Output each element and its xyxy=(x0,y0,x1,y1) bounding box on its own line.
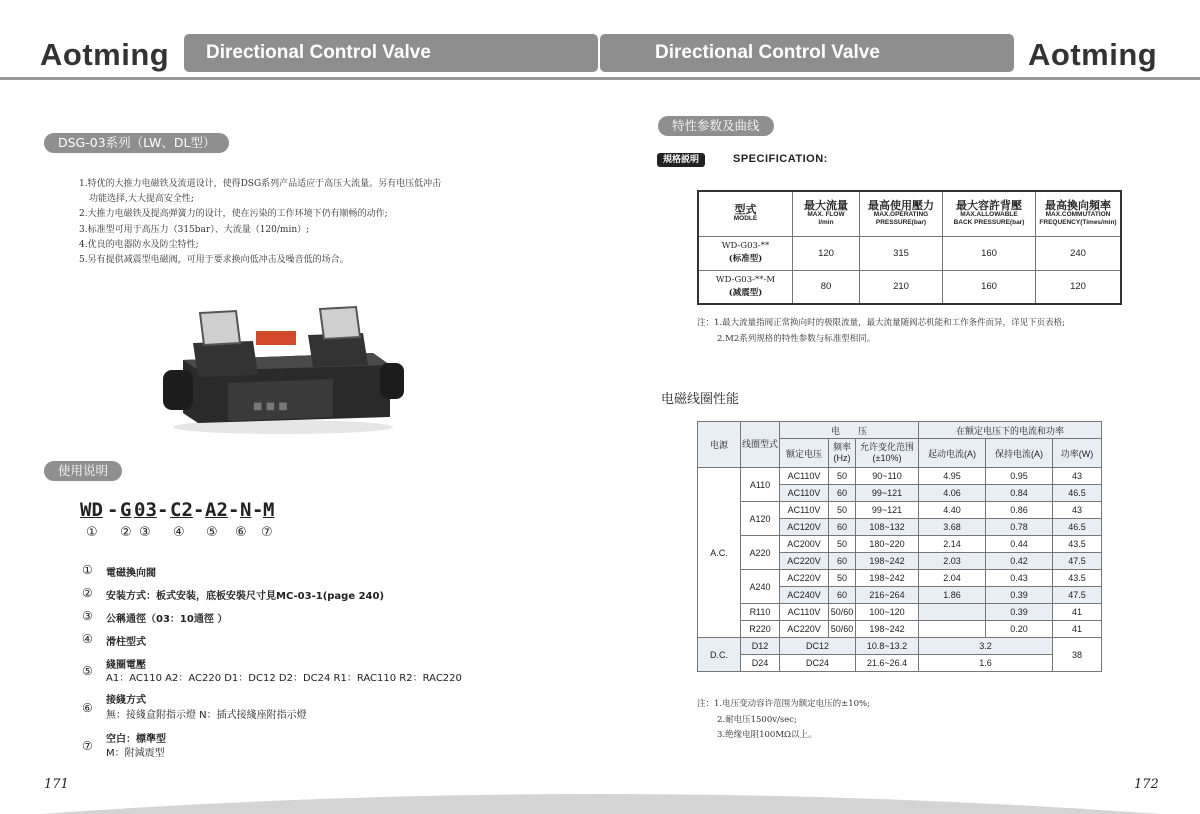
coil-cell: 0.78 xyxy=(986,519,1053,536)
spec-row xyxy=(698,236,1121,270)
coil-cell: 99~121 xyxy=(856,502,919,519)
coil-cell: 0.95 xyxy=(986,468,1053,485)
coil-cell: 4.95 xyxy=(919,468,986,485)
coil-cell: 0.44 xyxy=(986,536,1053,553)
model-part: A2 xyxy=(205,499,228,521)
model-number: ⑥ xyxy=(235,525,247,540)
coil-cell: 3.2 xyxy=(919,638,1053,655)
coil-cell: 43.5 xyxy=(1053,536,1102,553)
spec-badge: 規格説明 xyxy=(657,153,705,167)
coil-cell: 3.68 xyxy=(919,519,986,536)
description-number: ② xyxy=(82,586,93,600)
feature-item: 3.标准型可用于高压力（315bar）、大流量（120/min）; xyxy=(79,224,310,235)
coil-cell: 50/60 xyxy=(829,604,856,621)
spec-cell: 160 xyxy=(943,270,1036,304)
coil-row xyxy=(698,468,1102,485)
coil-cell: 41 xyxy=(1053,604,1102,621)
spec-note: 2.M2系列规格的特性参数与标准型相同。 xyxy=(717,333,876,344)
dc-label-cell: D.C. xyxy=(698,638,741,672)
coil-type-cell: R110 xyxy=(741,604,780,621)
description-number: ④ xyxy=(82,632,93,646)
description-number: ⑤ xyxy=(82,664,93,678)
model-part: M xyxy=(263,499,275,521)
coil-type-cell: R220 xyxy=(741,621,780,638)
coil-cell: 60 xyxy=(829,519,856,536)
brand-logo-left: Aotming xyxy=(40,37,170,72)
coil-header-cell: 额定电压 xyxy=(780,439,829,468)
coil-cell: 99~121 xyxy=(856,485,919,502)
coil-row xyxy=(698,502,1102,519)
description-detail: 無：接綫盒附指示燈 N：插式接綫座附指示燈 xyxy=(106,710,307,721)
model-number: ⑦ xyxy=(261,525,273,540)
description-number: ⑦ xyxy=(82,739,93,753)
coil-header-cell: 允许变化范围(±10%) xyxy=(856,439,919,468)
spec-note: 注：1.最大流量指阀正常换向时的极限流量，最大流量随阀芯机能和工作条件而异，详见下页表格; xyxy=(697,318,1065,328)
spec-cell: 120 xyxy=(793,236,860,270)
model-part: - xyxy=(107,499,119,521)
spec-header-cell: 最大容許背壓 MAX.ALLOWABLE BACK PRESSURE(bar) xyxy=(943,191,1036,236)
model-part: - xyxy=(193,499,205,521)
coil-cell: 21.6~26.4 xyxy=(856,655,919,672)
coil-cell: 2.14 xyxy=(919,536,986,553)
page-number-left: 171 xyxy=(44,777,69,792)
coil-type-cell: D24 xyxy=(741,655,780,672)
coil-type-cell: A220 xyxy=(741,536,780,570)
description-title: 公稱通徑（03：10通徑 ） xyxy=(106,614,228,625)
coil-cell: 47.5 xyxy=(1053,553,1102,570)
feature-item: 1.特优的大推力电磁铁及流道设计，使得DSG系列产品适应于高压大流量。另有电压低冲击 xyxy=(79,179,442,189)
coil-cell: AC240V xyxy=(780,587,829,604)
coil-cell: 216~264 xyxy=(856,587,919,604)
coil-cell: 50 xyxy=(829,502,856,519)
coil-type-cell: D12 xyxy=(741,638,780,655)
coil-cell: 2.04 xyxy=(919,570,986,587)
coil-type-cell: A240 xyxy=(741,570,780,604)
coil-row xyxy=(698,570,1102,587)
model-number: ① xyxy=(86,525,98,540)
description-number: ③ xyxy=(82,609,93,623)
coil-cell: 41 xyxy=(1053,621,1102,638)
spec-table xyxy=(697,190,1122,305)
spec-model-cell: WD-G03-**-M (减震型) xyxy=(698,270,793,304)
model-part: - xyxy=(157,499,169,521)
coil-row xyxy=(698,604,1102,621)
spec-cell: 315 xyxy=(860,236,943,270)
ac-label-cell: A.C. xyxy=(698,468,741,638)
footer-swoosh xyxy=(0,780,1200,814)
description-title: 安装方式：板式安装，底板安裝尺寸見MC-03-1(page 240) xyxy=(106,591,385,602)
coil-cell: 43 xyxy=(1053,468,1102,485)
coil-cell: DC24 xyxy=(780,655,856,672)
valve-product-image xyxy=(158,305,408,435)
coil-cell: 47.5 xyxy=(1053,587,1102,604)
model-number: ② xyxy=(120,525,132,540)
coil-cell: 198~242 xyxy=(856,570,919,587)
model-part: N xyxy=(240,499,252,521)
spec-cell: 120 xyxy=(1036,270,1122,304)
coil-cell: AC120V xyxy=(780,519,829,536)
spec-row xyxy=(698,270,1121,304)
coil-type-cell: A110 xyxy=(741,468,780,502)
coil-header-cell: 电源 xyxy=(698,422,741,468)
coil-cell xyxy=(919,604,986,621)
coil-cell: 46.5 xyxy=(1053,485,1102,502)
coil-cell: 60 xyxy=(829,485,856,502)
coil-cell: 38 xyxy=(1053,638,1102,672)
description-title: 接綫方式 xyxy=(106,695,146,706)
coil-cell xyxy=(919,621,986,638)
coil-cell: 50/60 xyxy=(829,621,856,638)
coil-cell: 0.42 xyxy=(986,553,1053,570)
model-number: ⑤ xyxy=(206,525,218,540)
coil-cell: AC220V xyxy=(780,621,829,638)
series-title: DSG-03系列（LW、DL型） xyxy=(44,133,229,153)
spec-header-cell: 型式 MODLE xyxy=(698,191,793,236)
spec-header-row xyxy=(698,191,1121,236)
coil-cell: 180~220 xyxy=(856,536,919,553)
coil-header-cell: 线圈型式 xyxy=(741,422,780,468)
feature-item: 2.大推力电磁铁及提高弹簧力的设计，使在污染的工作环境下仍有顺畅的动作; xyxy=(79,209,388,220)
coil-header-row xyxy=(698,422,1102,439)
coil-table xyxy=(697,421,1102,672)
coil-cell: 60 xyxy=(829,587,856,604)
coil-cell: 43.5 xyxy=(1053,570,1102,587)
coil-cell: 46.5 xyxy=(1053,519,1102,536)
coil-cell: 60 xyxy=(829,553,856,570)
coil-cell: 108~132 xyxy=(856,519,919,536)
coil-header-cell: 频率(Hz) xyxy=(829,439,856,468)
feature-list xyxy=(79,177,441,268)
spec-header-cell: 最高使用壓力 MAX.OPERATING PRESSURE(bar) xyxy=(860,191,943,236)
coil-cell: 0.39 xyxy=(986,587,1053,604)
spec-notes xyxy=(697,316,1065,347)
coil-cell: 50 xyxy=(829,570,856,587)
coil-cell: 198~242 xyxy=(856,553,919,570)
model-part: - xyxy=(252,499,264,521)
coil-cell: AC110V xyxy=(780,468,829,485)
model-part: 03 xyxy=(134,499,157,521)
header-rule xyxy=(0,77,1200,80)
coil-note: 3.绝缘电阻100MΩ以上。 xyxy=(717,730,817,740)
feature-item: 5.另有提供减震型电磁阀，可用于要求换向低冲击及噪音低的场合。 xyxy=(79,255,349,266)
description-number: ① xyxy=(82,563,93,577)
header-title-left: Directional Control Valve xyxy=(206,42,431,63)
coil-header-cell: 电 压 xyxy=(780,422,919,439)
model-number: ③ xyxy=(139,525,151,540)
coil-cell: 43 xyxy=(1053,502,1102,519)
spec-model-cell: WD-G03-** (标准型) xyxy=(698,236,793,270)
description-number: ⑥ xyxy=(82,701,93,715)
coil-row xyxy=(698,621,1102,638)
model-part: WD xyxy=(80,499,103,521)
coil-cell: 0.84 xyxy=(986,485,1053,502)
coil-type-cell: A120 xyxy=(741,502,780,536)
spec-label: SPECIFICATION: xyxy=(733,153,828,165)
coil-cell: 198~242 xyxy=(856,621,919,638)
header-banner-left xyxy=(184,34,598,72)
description-detail: A1：AC110 A2：AC220 D1：DC12 D2：DC24 R1：RAC110 R2：RAC220 xyxy=(106,673,462,684)
coil-cell: 4.40 xyxy=(919,502,986,519)
coil-header-cell: 功率(W) xyxy=(1053,439,1102,468)
coil-cell: AC200V xyxy=(780,536,829,553)
description-title: 空白：標準型 xyxy=(106,734,166,745)
coil-cell: 90~110 xyxy=(856,468,919,485)
coil-cell: AC110V xyxy=(780,604,829,621)
coil-note: 2.耐电压1500v/sec; xyxy=(717,714,797,725)
description-title: 綫圈電壓 xyxy=(106,660,146,671)
coil-notes xyxy=(697,697,870,744)
description-detail: M：附減震型 xyxy=(106,748,165,759)
usage-title: 使用说明 xyxy=(44,461,122,481)
coil-cell: AC110V xyxy=(780,485,829,502)
coil-cell: 2.03 xyxy=(919,553,986,570)
coil-cell: 50 xyxy=(829,536,856,553)
coil-cell: 1.6 xyxy=(919,655,1053,672)
spec-cell: 240 xyxy=(1036,236,1122,270)
coil-row xyxy=(698,638,1102,655)
coil-header-cell: 保持电流(A) xyxy=(986,439,1053,468)
coil-cell: DC12 xyxy=(780,638,856,655)
model-part: G xyxy=(120,499,132,521)
model-part: C2 xyxy=(170,499,193,521)
spec-cell: 210 xyxy=(860,270,943,304)
model-part: - xyxy=(228,499,240,521)
coil-cell: 0.43 xyxy=(986,570,1053,587)
coil-cell: 4.06 xyxy=(919,485,986,502)
spec-header-cell: 最大流量 MAX. FLOW l/min xyxy=(793,191,860,236)
coil-header-cell: 起动电流(A) xyxy=(919,439,986,468)
svg-text:■ ■ ■: ■ ■ ■ xyxy=(253,401,288,412)
coil-cell: 0.39 xyxy=(986,604,1053,621)
coil-cell: AC220V xyxy=(780,570,829,587)
spec-header-cell: 最高換向頻率 MAX.COMMUTATION FREQUENCY(Times/min) xyxy=(1036,191,1122,236)
coil-cell: 50 xyxy=(829,468,856,485)
coil-row xyxy=(698,536,1102,553)
description-title: 滑柱型式 xyxy=(106,637,146,648)
header-title-right: Directional Control Valve xyxy=(655,42,880,63)
coil-title: 电磁线圈性能 xyxy=(661,392,740,407)
coil-cell: 100~120 xyxy=(856,604,919,621)
coil-row xyxy=(698,655,1102,672)
spec-cell: 160 xyxy=(943,236,1036,270)
feature-item: 功能选择,大大提高安全性; xyxy=(89,194,194,205)
section-title: 特性参数及曲线 xyxy=(658,116,774,136)
description-title: 電磁換向閥 xyxy=(106,568,156,579)
brand-logo-right: Aotming xyxy=(1028,37,1158,72)
feature-item: 4.优良的电器防水及防尘特性; xyxy=(79,239,199,250)
coil-cell: 10.8~13.2 xyxy=(856,638,919,655)
coil-cell: 0.86 xyxy=(986,502,1053,519)
header-banner-right xyxy=(600,34,1014,72)
coil-cell: 1.86 xyxy=(919,587,986,604)
coil-cell: AC220V xyxy=(780,553,829,570)
coil-header-cell: 在额定电压下的电流和功率 xyxy=(919,422,1102,439)
spec-cell: 80 xyxy=(793,270,860,304)
coil-cell: AC110V xyxy=(780,502,829,519)
coil-cell: 0.20 xyxy=(986,621,1053,638)
model-number: ④ xyxy=(173,525,185,540)
coil-note: 注：1.电压变动容许范围为额定电压的±10%; xyxy=(697,699,870,709)
page-number-right: 172 xyxy=(1134,777,1159,792)
